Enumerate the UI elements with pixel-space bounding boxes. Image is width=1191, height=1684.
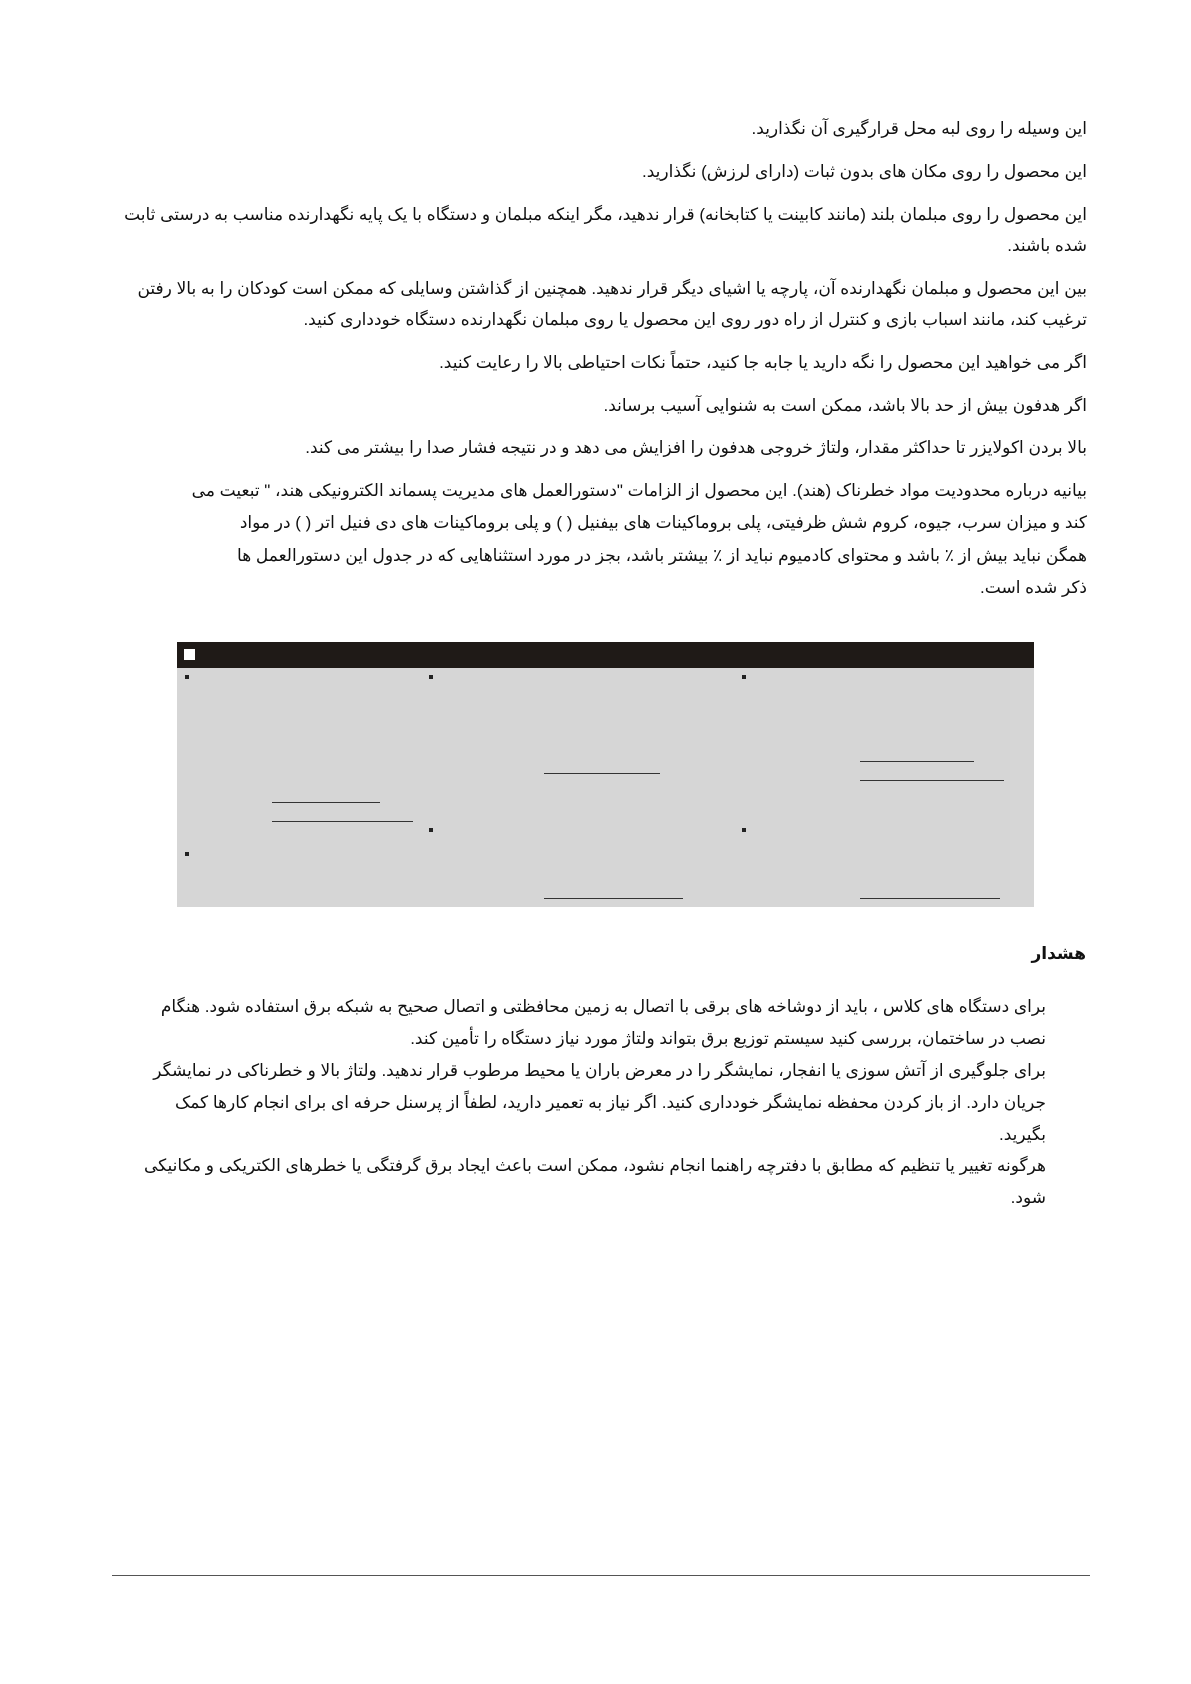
paragraph-edge-placement: این وسیله را روی لبه محل قرارگیری آن نگذارید. (751, 119, 1087, 138)
warning-paragraph-moisture: برای جلوگیری از آتش سوزی یا انفجار، نمایشگر را در معرض باران یا محیط مرطوب قرار ندهید. ولتاژ بالا و خطرناکی در نمایشگر جریان دارد. از باز کردن محفظه نمایشگر خودداری کنید. اگر نیاز به تعمیر دارید، لطفاً از پرسنل حرفه ای برای انجام کارها کمک بگیرید. (153, 1061, 1046, 1144)
underline-rule (272, 802, 380, 803)
warning-paragraph-modification: هرگونه تغییر یا تنظیم که مطابق با دفترچه راهنما انجام نشود، ممکن است باعث ایجاد برق گرفتگی یا خطرهای الکتریکی و مکانیکی شود. (143, 1156, 1046, 1207)
rohs-line-1: بیانیه درباره محدودیت مواد خطرناک (هند). این محصول از الزامات "دستورالعمل های مدیریت پسماند الکترونیکی هند، " تبعیت می (191, 481, 1087, 500)
underline-rule (860, 898, 1000, 899)
rohs-line-2: کند و میزان سرب، جیوه، کروم شش ظرفیتی، پلی بروماکینات های بیفنیل ( ) و پلی بروماکینات های دی فنیل اتر ( ) در مواد (239, 513, 1087, 532)
paragraph-tall-furniture: این محصول را روی مبلمان بلند (مانند کابینت یا کتابخانه) قرار ندهید، مگر اینکه مبلمان و دستگاه با یک پایه نگهدارنده مناسب به درستی ثابت شده باشند. (124, 205, 1087, 255)
bullet-icon (185, 675, 189, 679)
info-box (177, 642, 1034, 907)
warning-heading: هشدار (1031, 944, 1086, 963)
underline-rule (544, 773, 660, 774)
paragraph-unstable-surface: این محصول را روی مکان های بدون ثبات (دارای لرزش) نگذارید. (642, 162, 1087, 181)
bullet-icon (429, 675, 433, 679)
paragraph-move-precautions: اگر می خواهید این محصول را نگه دارید یا جابه جا کنید، حتماً نکات احتیاطی بالا را رعایت کنید. (439, 353, 1087, 372)
checkbox-square-icon (184, 649, 195, 660)
info-box-header (177, 642, 1034, 668)
underline-rule (860, 780, 1004, 781)
paragraph-headphone-volume: اگر هدفون بیش از حد بالا باشد، ممکن است به شنوایی آسیب برساند. (603, 396, 1087, 415)
bullet-icon (429, 828, 433, 832)
paragraph-cloth-objects: بین این محصول و مبلمان نگهدارنده آن، پارچه یا اشیای دیگر قرار ندهید. همچنین از گذاشتن وسایلی که ممکن است کودکان را به بالا رفتن ترغیب کند، مانند اسباب بازی و کنترل از راه دور روی این محصول یا روی مبلمان نگهدارنده دستگاه خودداری کنید. (137, 279, 1087, 329)
rohs-line-4: ذکر شده است. (980, 578, 1087, 597)
footer-divider (112, 1575, 1090, 1576)
underline-rule (860, 761, 974, 762)
underline-rule (272, 821, 413, 822)
rohs-line-3: همگن نباید بیش از ٪ باشد و محتوای کادمیوم نباید از ٪ بیشتر باشد، بجز در مورد استثناهایی که در جدول این دستورالعمل ها (237, 546, 1087, 565)
paragraph-equalizer: بالا بردن اکولایزر تا حداکثر مقدار، ولتاژ خروجی هدفون را افزایش می دهد و در نتیجه فشار صدا را بیشتر می کند. (305, 438, 1087, 457)
bullet-icon (742, 675, 746, 679)
bullet-icon (742, 828, 746, 832)
bullet-icon (185, 852, 189, 856)
underline-rule (544, 898, 683, 899)
warning-paragraph-grounding: برای دستگاه های کلاس ، باید از دوشاخه های برقی با اتصال به زمین محافظتی و اتصال صحیح به شبکه برق استفاده شود. هنگام نصب در ساختمان، بررسی کنید سیستم توزیع برق بتواند ولتاژ مورد نیاز دستگاه را تأمین کند. (160, 997, 1046, 1048)
